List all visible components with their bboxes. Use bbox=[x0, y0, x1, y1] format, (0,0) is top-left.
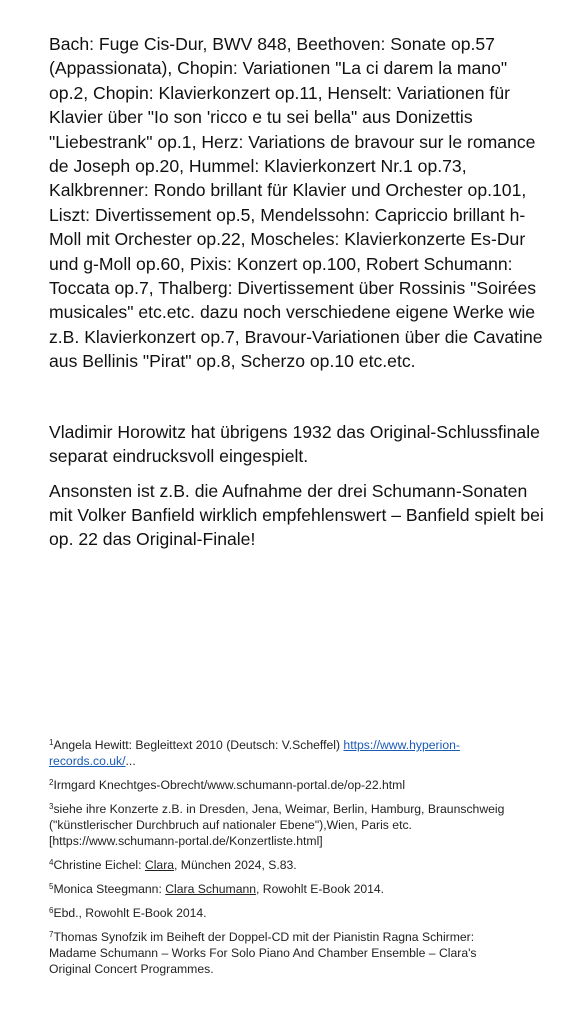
footnote-number: 1 bbox=[49, 738, 54, 747]
book-title: Clara Schumann bbox=[165, 882, 257, 896]
footnote-text: , Rowohlt E-Book 2014. bbox=[256, 882, 385, 896]
footnote-text: Ebd., Rowohlt E-Book 2014. bbox=[53, 906, 207, 920]
paragraph-repertoire-list: Bach: Fuge Cis-Dur, BWV 848, Beethoven: Sonate op.57 (Appassionata), Chopin: Variationen "La ci darem la mano" op.2, Chopin: Klavierkonzert op.11, Henselt: Variationen für Klavier über "Io son 'ricco e tu sei bella" aus Donizettis "Liebestrank" op.1, Herz: Variations de bravour sur le romance de Joseph op.20, Hummel: Klavierkonzert Nr.1 op.73, Kalkbrenner: Rondo brillant für Klavier und Orchester op.101, Liszt: Divertissement op.5, Mendelssohn: Capriccio brillant h-Moll mit Orchester op.22, Moscheles: Klavierkonzerte Es-Dur und g-Moll op.60, Pixis: Konzert op.100, Robert Schumann: Toccata op.7, Thalberg: Divertissement über Rossinis "Soirées musicales" etc.etc. dazu noch verschiedene eigene Werke wie z.B. Klavierkonzert op.7, Bravour-Variationen über die Cavatine aus Bellinis "Pirat" op.8, Scherzo op.10 etc.etc. bbox=[49, 34, 543, 372]
footnote-text: siehe ihre Konzerte z.B. in Dresden, Jena, Weimar, Berlin, Hamburg, Braunschweig ("künstlerischer Durchbruch auf nationaler Ebene"),Wien, Paris etc. [https://www.schumann-portal.de/Konzertliste.html] bbox=[49, 802, 505, 848]
footnote-number: 7 bbox=[49, 930, 54, 939]
footnote-number: 3 bbox=[49, 802, 54, 811]
footnote-text: Christine Eichel: bbox=[53, 858, 145, 872]
hyperion-link[interactable]: https://www.hyperion-records.co.uk/ bbox=[49, 738, 460, 768]
footnote-number: 6 bbox=[49, 906, 54, 915]
footnote-text: Monica Steegmann: bbox=[53, 882, 166, 896]
footnote-1 bbox=[49, 737, 519, 769]
footnote-number: 4 bbox=[49, 858, 54, 867]
footnote-4 bbox=[49, 857, 519, 873]
footnote-text: Thomas Synofzik im Beiheft der Doppel-CD mit der Pianistin Ragna Schirmer: Madame Schumann – Works For Solo Piano And Chamber Ensemble – Clara's Original Concert Programmes. bbox=[49, 930, 477, 976]
footnote-5 bbox=[49, 881, 519, 897]
footnote-tail: ... bbox=[125, 754, 136, 768]
paragraph-banfield-recommendation: Ansonsten ist z.B. die Aufnahme der drei Schumann-Sonaten mit Volker Banfield wirklich empfehlenswert – Banfield spielt bei op. 22 das Original-Finale! bbox=[49, 480, 544, 550]
footnote-text: , München 2024, S.83. bbox=[174, 858, 297, 872]
footnote-number: 2 bbox=[49, 778, 54, 787]
document-body bbox=[49, 32, 549, 552]
book-title: Clara bbox=[144, 858, 175, 872]
footnote-7 bbox=[49, 929, 519, 977]
footnote-2 bbox=[49, 777, 519, 793]
footnote-text: Angela Hewitt: Begleittext 2010 (Deutsch: V.Scheffel) bbox=[53, 738, 344, 752]
footnote-text: Irmgard Knechtges-Obrecht/www.schumann-portal.de/op-22.html bbox=[53, 778, 406, 792]
paragraph-horowitz: Vladimir Horowitz hat übrigens 1932 das Original-Schlussfinale separat eindrucksvoll eingespielt. bbox=[49, 421, 540, 467]
footnote-6 bbox=[49, 905, 519, 921]
footnotes-section bbox=[49, 737, 519, 985]
footnote-3 bbox=[49, 801, 519, 849]
footnote-number: 5 bbox=[49, 882, 54, 891]
